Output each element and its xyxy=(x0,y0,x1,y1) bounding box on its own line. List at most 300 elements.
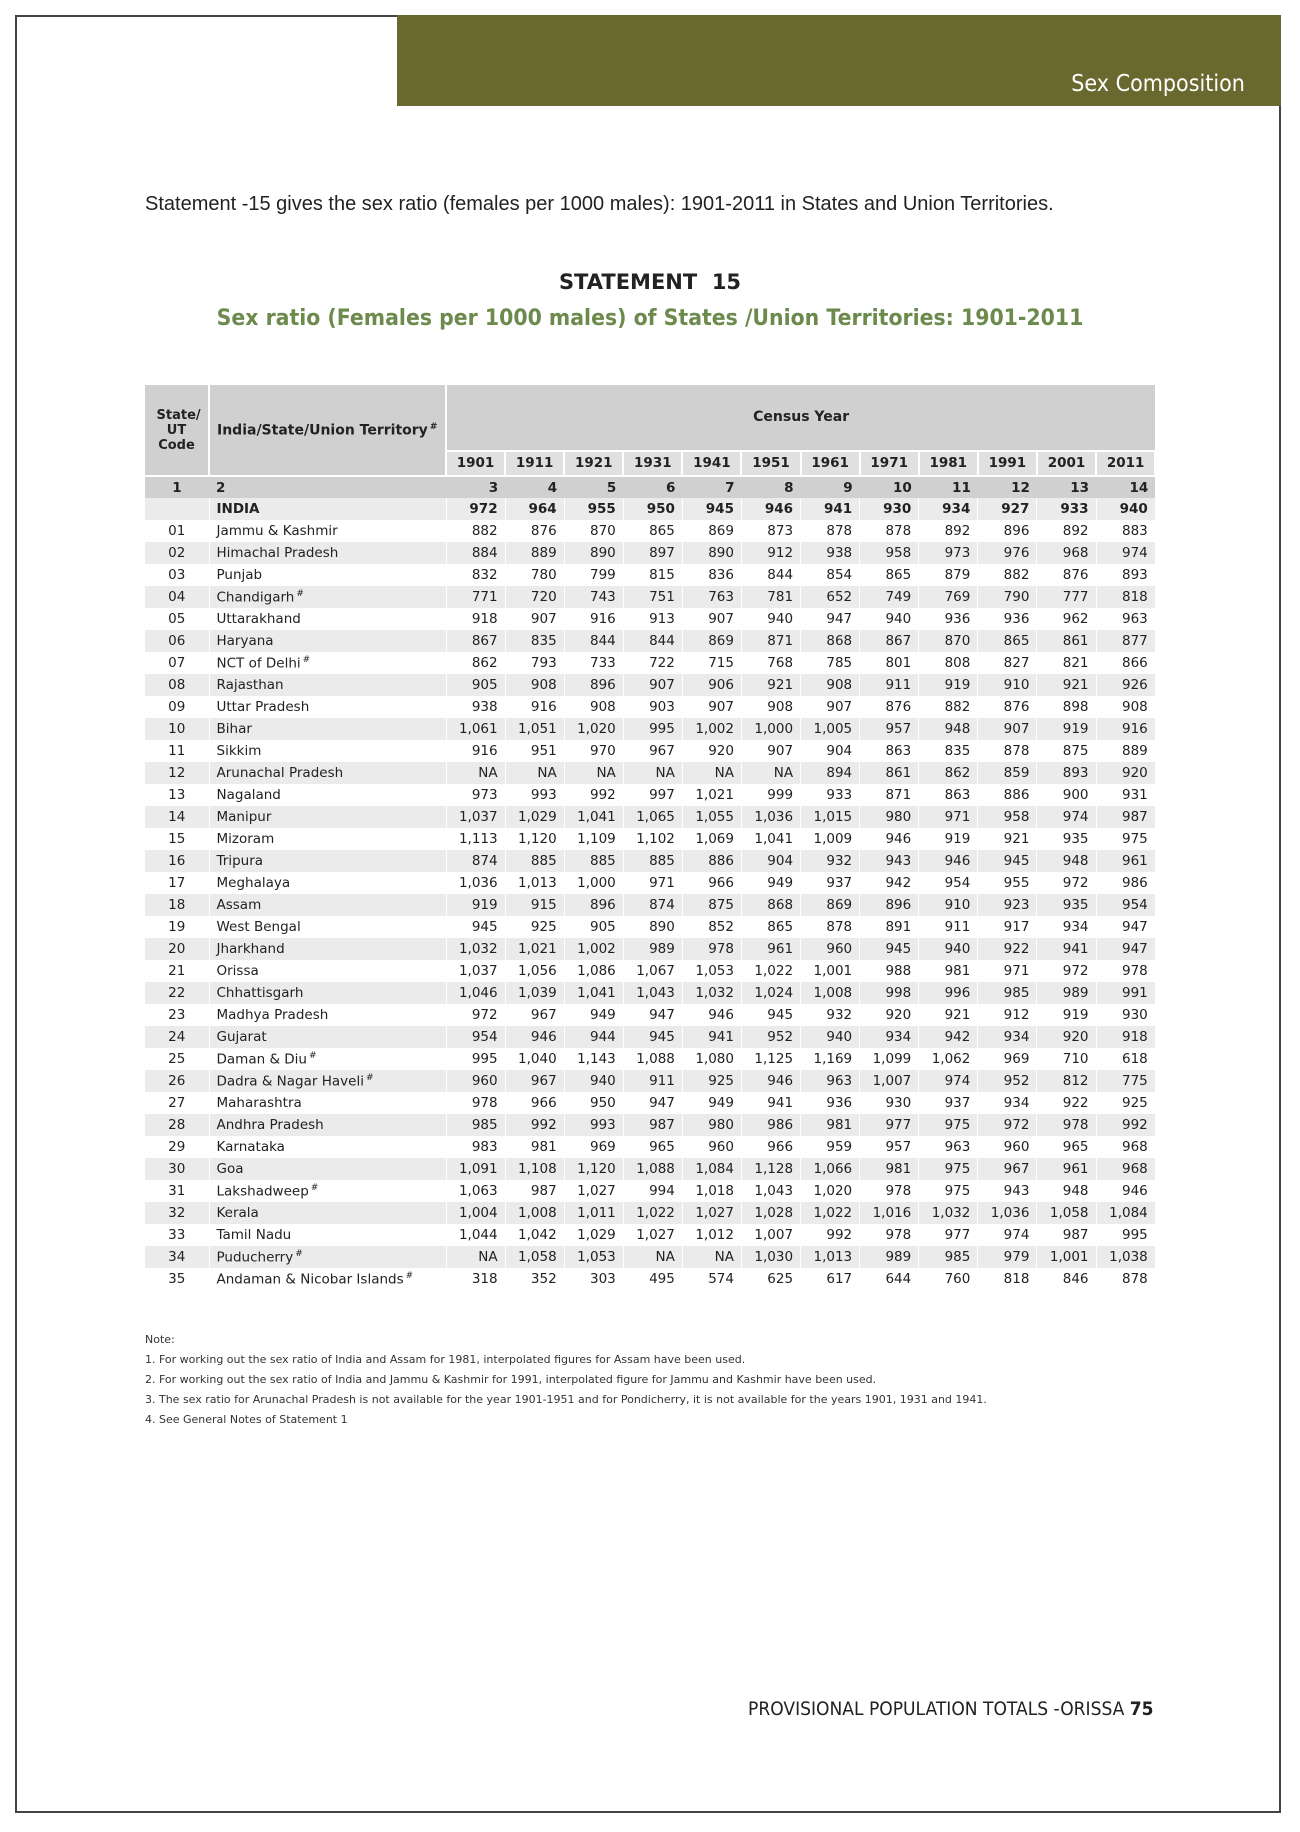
sex-ratio-cell: 1,040 xyxy=(505,1048,564,1070)
state-name xyxy=(209,806,446,828)
sex-ratio-cell: 1,091 xyxy=(446,1158,505,1180)
state-code: 18 xyxy=(145,894,209,916)
sex-ratio-cell: 941 xyxy=(1037,938,1096,960)
sex-ratio-cell: 906 xyxy=(682,674,741,696)
state-name xyxy=(209,586,446,608)
sex-ratio-cell: 933 xyxy=(801,784,860,806)
sex-ratio-cell: 995 xyxy=(1096,1224,1155,1246)
table-row xyxy=(145,1136,1155,1158)
header-state-code xyxy=(145,385,209,476)
sex-ratio-cell: 859 xyxy=(978,762,1037,784)
state-name-label: NCT of Delhi xyxy=(216,655,301,672)
sex-ratio-cell: 715 xyxy=(682,652,741,674)
sex-ratio-cell: 965 xyxy=(1037,1136,1096,1158)
sex-ratio-cell: 1,011 xyxy=(564,1202,623,1224)
sex-ratio-cell: 760 xyxy=(919,1268,978,1290)
sex-ratio-cell: 940 xyxy=(564,1070,623,1092)
sex-ratio-cell: 878 xyxy=(978,740,1037,762)
sex-ratio-cell: 958 xyxy=(978,806,1037,828)
state-name xyxy=(209,696,446,718)
state-name-label: Jammu & Kashmir xyxy=(216,523,338,539)
sex-ratio-cell: 941 xyxy=(741,1092,800,1114)
sex-ratio-cell: 1,036 xyxy=(446,872,505,894)
year-header: 1981 xyxy=(919,451,978,476)
sex-ratio-cell: 1,027 xyxy=(682,1202,741,1224)
state-name xyxy=(209,1136,446,1158)
sex-ratio-cell: 868 xyxy=(741,894,800,916)
sex-ratio-cell: 875 xyxy=(682,894,741,916)
sex-ratio-cell: 992 xyxy=(505,1114,564,1136)
sex-ratio-cell: 933 xyxy=(1037,498,1096,520)
sex-ratio-cell: 934 xyxy=(860,1026,919,1048)
state-code: 22 xyxy=(145,982,209,1004)
sex-ratio-cell: 891 xyxy=(860,916,919,938)
sex-ratio-cell: 905 xyxy=(446,674,505,696)
sex-ratio-cell: 886 xyxy=(978,784,1037,806)
table-row xyxy=(145,850,1155,872)
sex-ratio-cell: 993 xyxy=(505,784,564,806)
sex-ratio-cell: 1,002 xyxy=(682,718,741,740)
table-row xyxy=(145,916,1155,938)
sex-ratio-cell: 918 xyxy=(446,608,505,630)
sex-ratio-cell: 944 xyxy=(564,1026,623,1048)
sex-ratio-cell: 922 xyxy=(1037,1092,1096,1114)
table-row xyxy=(145,674,1155,696)
sex-ratio-cell: 617 xyxy=(801,1268,860,1290)
sex-ratio-cell: 1,009 xyxy=(801,828,860,850)
sex-ratio-cell: 1,005 xyxy=(801,718,860,740)
column-index: 11 xyxy=(919,476,978,498)
sex-ratio-cell: 974 xyxy=(1037,806,1096,828)
sex-ratio-cell: 903 xyxy=(623,696,682,718)
sex-ratio-cell: 865 xyxy=(741,916,800,938)
sex-ratio-cell: 907 xyxy=(978,718,1037,740)
state-name xyxy=(209,1202,446,1224)
sex-ratio-cell: 1,065 xyxy=(623,806,682,828)
sex-ratio-cell: 941 xyxy=(801,498,860,520)
state-name xyxy=(209,1004,446,1026)
sex-ratio-cell: 960 xyxy=(801,938,860,960)
sex-ratio-cell: 868 xyxy=(801,630,860,652)
sex-ratio-cell: 710 xyxy=(1037,1048,1096,1070)
sex-ratio-cell: 876 xyxy=(1037,564,1096,586)
sex-ratio-cell: 921 xyxy=(978,828,1037,850)
state-name-label: Sikkim xyxy=(216,743,262,759)
sex-ratio-cell: 946 xyxy=(919,850,978,872)
sex-ratio-cell: 866 xyxy=(1096,652,1155,674)
sex-ratio-cell: 900 xyxy=(1037,784,1096,806)
sex-ratio-cell: 896 xyxy=(564,894,623,916)
sex-ratio-cell: 790 xyxy=(978,586,1037,608)
sex-ratio-cell: 1,102 xyxy=(623,828,682,850)
year-header: 1921 xyxy=(564,451,623,476)
sex-ratio-cell: 1,113 xyxy=(446,828,505,850)
sex-ratio-cell: 955 xyxy=(978,872,1037,894)
sex-ratio-cell: 1,024 xyxy=(741,982,800,1004)
sex-ratio-cell: 861 xyxy=(1037,630,1096,652)
state-code xyxy=(145,498,209,520)
sex-ratio-cell: 974 xyxy=(1096,542,1155,564)
table-row xyxy=(145,1004,1155,1026)
sex-ratio-cell: 1,109 xyxy=(564,828,623,850)
sex-ratio-cell: 907 xyxy=(623,674,682,696)
state-name xyxy=(209,872,446,894)
state-code: 16 xyxy=(145,850,209,872)
sex-ratio-cell: 912 xyxy=(741,542,800,564)
sex-ratio-cell: 1,022 xyxy=(741,960,800,982)
sex-ratio-cell: 890 xyxy=(623,916,682,938)
sex-ratio-cell: 870 xyxy=(564,520,623,542)
state-name-label: Bihar xyxy=(216,721,252,737)
note-item: 3. The sex ratio for Arunachal Pradesh is not available for the year 1901-1951 and for Pondicherry, it is not available for the years 1901, 1931 and 1941. xyxy=(145,1393,987,1406)
sex-ratio-cell: 943 xyxy=(860,850,919,872)
sex-ratio-cell: 963 xyxy=(919,1136,978,1158)
sex-ratio-cell: NA xyxy=(623,1246,682,1268)
table-row xyxy=(145,872,1155,894)
note-item: 4. See General Notes of Statement 1 xyxy=(145,1413,348,1426)
sex-ratio-cell: 998 xyxy=(860,982,919,1004)
sex-ratio-cell: 989 xyxy=(1037,982,1096,1004)
sex-ratio-cell: 938 xyxy=(801,542,860,564)
sex-ratio-cell: 907 xyxy=(682,608,741,630)
year-header: 1931 xyxy=(623,451,682,476)
sex-ratio-cell: 930 xyxy=(1096,1004,1155,1026)
state-code: 31 xyxy=(145,1180,209,1202)
table-row xyxy=(145,1180,1155,1202)
note-item: 2. For working out the sex ratio of India and Jammu & Kashmir for 1991, interpolated figure for Jammu and Kashmir have been used. xyxy=(145,1373,877,1386)
state-name-label: Mizoram xyxy=(216,831,275,847)
sex-ratio-cell: 1,018 xyxy=(682,1180,741,1202)
state-name-label: Puducherry xyxy=(216,1249,294,1266)
state-name xyxy=(209,1026,446,1048)
sex-ratio-cell: 495 xyxy=(623,1268,682,1290)
sex-ratio-cell: 932 xyxy=(801,850,860,872)
state-name xyxy=(209,916,446,938)
sex-ratio-cell: 949 xyxy=(741,872,800,894)
sex-ratio-cell: 652 xyxy=(801,586,860,608)
sex-ratio-cell: 890 xyxy=(564,542,623,564)
sex-ratio-cell: 971 xyxy=(978,960,1037,982)
sex-ratio-cell: 960 xyxy=(446,1070,505,1092)
sex-ratio-cell: 992 xyxy=(801,1224,860,1246)
state-name-label: Lakshadweep xyxy=(216,1183,309,1200)
state-name xyxy=(209,608,446,630)
sex-ratio-cell: 908 xyxy=(1096,696,1155,718)
sex-ratio-cell: 945 xyxy=(446,916,505,938)
sex-ratio-cell: 950 xyxy=(564,1092,623,1114)
state-name xyxy=(209,718,446,740)
sex-ratio-cell: 935 xyxy=(1037,894,1096,916)
sex-ratio-cell: 818 xyxy=(978,1268,1037,1290)
sex-ratio-cell: 919 xyxy=(919,828,978,850)
sex-ratio-cell: 1,143 xyxy=(564,1048,623,1070)
sex-ratio-cell: 981 xyxy=(919,960,978,982)
sex-ratio-cell: 972 xyxy=(978,1114,1037,1136)
state-name xyxy=(209,960,446,982)
sex-ratio-cell: 885 xyxy=(623,850,682,872)
column-index: 3 xyxy=(446,476,505,498)
sex-ratio-cell: 1,088 xyxy=(623,1158,682,1180)
state-code: 33 xyxy=(145,1224,209,1246)
sex-ratio-cell: 936 xyxy=(978,608,1037,630)
sex-ratio-cell: 918 xyxy=(1096,1026,1155,1048)
state-name xyxy=(209,1070,446,1092)
sex-ratio-cell: 972 xyxy=(446,498,505,520)
year-header: 1971 xyxy=(860,451,919,476)
table-row xyxy=(145,630,1155,652)
table-row xyxy=(145,520,1155,542)
sex-ratio-cell: 989 xyxy=(860,1246,919,1268)
sex-ratio-cell: 1,000 xyxy=(564,872,623,894)
sex-ratio-cell: 975 xyxy=(919,1114,978,1136)
sex-ratio-cell: 1,027 xyxy=(623,1224,682,1246)
sex-ratio-cell: 972 xyxy=(446,1004,505,1026)
state-name-mark: # xyxy=(365,1072,374,1083)
state-code: 23 xyxy=(145,1004,209,1026)
header-state-code-label: State/ UT Code xyxy=(156,407,201,453)
sex-ratio-cell: 1,125 xyxy=(741,1048,800,1070)
sex-ratio-cell: 898 xyxy=(1037,696,1096,718)
state-name-label: Arunachal Pradesh xyxy=(216,765,344,781)
sex-ratio-cell: 921 xyxy=(1037,674,1096,696)
sex-ratio-cell: 1,169 xyxy=(801,1048,860,1070)
sex-ratio-cell: 832 xyxy=(446,564,505,586)
sex-ratio-cell: 945 xyxy=(860,938,919,960)
state-name xyxy=(209,1158,446,1180)
sex-ratio-cell: 1,021 xyxy=(505,938,564,960)
sex-ratio-cell: 844 xyxy=(564,630,623,652)
sex-ratio-cell: 892 xyxy=(919,520,978,542)
sex-ratio-cell: 946 xyxy=(741,498,800,520)
sex-ratio-cell: 991 xyxy=(1096,982,1155,1004)
sex-ratio-cell: 1,041 xyxy=(741,828,800,850)
state-code: 13 xyxy=(145,784,209,806)
sex-ratio-cell: 1,056 xyxy=(505,960,564,982)
sex-ratio-cell: 921 xyxy=(741,674,800,696)
sex-ratio-cell: 978 xyxy=(1096,960,1155,982)
sex-ratio-cell: 999 xyxy=(741,784,800,806)
column-index: 14 xyxy=(1096,476,1155,498)
state-name-label: Maharashtra xyxy=(216,1095,302,1111)
column-index: 13 xyxy=(1037,476,1096,498)
sex-ratio-cell: 1,021 xyxy=(682,784,741,806)
sex-ratio-cell: 978 xyxy=(682,938,741,960)
sex-ratio-cell: 943 xyxy=(978,1180,1037,1202)
sex-ratio-cell: 751 xyxy=(623,586,682,608)
sex-ratio-cell: 987 xyxy=(1037,1224,1096,1246)
sex-ratio-cell: 907 xyxy=(801,696,860,718)
state-name-label: Tripura xyxy=(216,853,264,869)
sex-ratio-cell: 1,001 xyxy=(801,960,860,982)
sex-ratio-cell: 949 xyxy=(564,1004,623,1026)
sex-ratio-cell: 1,120 xyxy=(505,828,564,850)
table-row xyxy=(145,960,1155,982)
sex-ratio-cell: 771 xyxy=(446,586,505,608)
table-row xyxy=(145,1026,1155,1048)
sex-ratio-cell: 960 xyxy=(682,1136,741,1158)
sex-ratio-cell: 1,029 xyxy=(564,1224,623,1246)
sex-ratio-cell: 867 xyxy=(446,630,505,652)
sex-ratio-cell: 985 xyxy=(446,1114,505,1136)
state-name-label: West Bengal xyxy=(216,919,301,935)
sex-ratio-cell: 934 xyxy=(978,1026,1037,1048)
sex-ratio-cell: 876 xyxy=(505,520,564,542)
sex-ratio-cell: 889 xyxy=(1096,740,1155,762)
state-name xyxy=(209,1114,446,1136)
sex-ratio-cell: 938 xyxy=(446,696,505,718)
sex-ratio-cell: NA xyxy=(446,1246,505,1268)
notes xyxy=(145,1330,987,1430)
sex-ratio-cell: 1,013 xyxy=(505,872,564,894)
table-row xyxy=(145,1048,1155,1070)
year-header: 2001 xyxy=(1037,451,1096,476)
footer-title: PROVISIONAL POPULATION TOTALS -ORISSA xyxy=(748,1698,1125,1720)
sex-ratio-cell: 1,000 xyxy=(741,718,800,740)
sex-ratio-cell: 934 xyxy=(978,1092,1037,1114)
sex-ratio-cell: 836 xyxy=(682,564,741,586)
sex-ratio-cell: 997 xyxy=(623,784,682,806)
sex-ratio-cell: 935 xyxy=(1037,828,1096,850)
state-name xyxy=(209,564,446,586)
sex-ratio-cell: 878 xyxy=(801,916,860,938)
sex-ratio-cell: 1,086 xyxy=(564,960,623,982)
sex-ratio-cell: 946 xyxy=(505,1026,564,1048)
sex-ratio-cell: 768 xyxy=(741,652,800,674)
sex-ratio-cell: 966 xyxy=(741,1136,800,1158)
sex-ratio-cell: 910 xyxy=(919,894,978,916)
state-name xyxy=(209,498,446,520)
sex-ratio-cell: 1,041 xyxy=(564,982,623,1004)
sex-ratio-cell: 846 xyxy=(1037,1268,1096,1290)
sex-ratio-table xyxy=(145,385,1156,1290)
sex-ratio-cell: 973 xyxy=(446,784,505,806)
sex-ratio-cell: 948 xyxy=(919,718,978,740)
sex-ratio-cell: 970 xyxy=(564,740,623,762)
state-name xyxy=(209,784,446,806)
state-code: 12 xyxy=(145,762,209,784)
sex-ratio-cell: 869 xyxy=(682,520,741,542)
sex-ratio-cell: 965 xyxy=(623,1136,682,1158)
sex-ratio-cell: 975 xyxy=(919,1180,978,1202)
sex-ratio-cell: 993 xyxy=(564,1114,623,1136)
sex-ratio-cell: 876 xyxy=(978,696,1037,718)
sex-ratio-cell: 644 xyxy=(860,1268,919,1290)
sex-ratio-cell: 865 xyxy=(623,520,682,542)
sex-ratio-cell: 904 xyxy=(741,850,800,872)
state-name-label: Nagaland xyxy=(216,787,281,803)
sex-ratio-cell: 961 xyxy=(1037,1158,1096,1180)
year-header: 1901 xyxy=(446,451,505,476)
sex-ratio-cell: 1,042 xyxy=(505,1224,564,1246)
state-name xyxy=(209,740,446,762)
sex-ratio-cell: 919 xyxy=(446,894,505,916)
sex-ratio-cell: 966 xyxy=(505,1092,564,1114)
note-item: 1. For working out the sex ratio of India and Assam for 1981, interpolated figures for Assam have been used. xyxy=(145,1353,746,1366)
sex-ratio-cell: 1,058 xyxy=(1037,1202,1096,1224)
sex-ratio-cell: 916 xyxy=(505,696,564,718)
sex-ratio-cell: 919 xyxy=(919,674,978,696)
sex-ratio-cell: 722 xyxy=(623,652,682,674)
sex-ratio-cell: 821 xyxy=(1037,652,1096,674)
sex-ratio-cell: 1,058 xyxy=(505,1246,564,1268)
sex-ratio-cell: 920 xyxy=(682,740,741,762)
sex-ratio-cell: 946 xyxy=(682,1004,741,1026)
sex-ratio-cell: 352 xyxy=(505,1268,564,1290)
section-title: Sex Composition xyxy=(1071,71,1245,97)
sex-ratio-cell: 815 xyxy=(623,564,682,586)
state-code: 15 xyxy=(145,828,209,850)
state-name xyxy=(209,850,446,872)
sex-ratio-cell: 835 xyxy=(505,630,564,652)
sex-ratio-cell: 896 xyxy=(978,520,1037,542)
sex-ratio-cell: 863 xyxy=(860,740,919,762)
sex-ratio-cell: 954 xyxy=(446,1026,505,1048)
state-name xyxy=(209,520,446,542)
sex-ratio-cell: 893 xyxy=(1096,564,1155,586)
sex-ratio-cell: 995 xyxy=(446,1048,505,1070)
state-name xyxy=(209,1048,446,1070)
sex-ratio-cell: 869 xyxy=(801,894,860,916)
table-row xyxy=(145,938,1155,960)
table-row xyxy=(145,1092,1155,1114)
state-name-label: Tamil Nadu xyxy=(216,1227,292,1243)
table-row xyxy=(145,982,1155,1004)
state-code: 34 xyxy=(145,1246,209,1268)
sex-ratio-cell: 948 xyxy=(1037,1180,1096,1202)
sex-ratio-cell: 871 xyxy=(741,630,800,652)
state-name-label: Himachal Pradesh xyxy=(216,545,339,561)
sex-ratio-cell: 318 xyxy=(446,1268,505,1290)
sex-ratio-cell: 985 xyxy=(919,1246,978,1268)
sex-ratio-cell: NA xyxy=(682,762,741,784)
sex-ratio-cell: 946 xyxy=(741,1070,800,1092)
sex-ratio-cell: 889 xyxy=(505,542,564,564)
sex-ratio-cell: 862 xyxy=(446,652,505,674)
column-index: 7 xyxy=(682,476,741,498)
sex-ratio-cell: 947 xyxy=(801,608,860,630)
sex-ratio-cell: 925 xyxy=(505,916,564,938)
sex-ratio-cell: 996 xyxy=(919,982,978,1004)
sex-ratio-cell: 936 xyxy=(919,608,978,630)
sex-ratio-cell: 911 xyxy=(860,674,919,696)
sex-ratio-cell: 1,099 xyxy=(860,1048,919,1070)
sex-ratio-cell: 968 xyxy=(1037,542,1096,564)
state-name-label: Assam xyxy=(216,897,262,913)
sex-ratio-cell: 870 xyxy=(919,630,978,652)
sex-ratio-cell: 981 xyxy=(801,1114,860,1136)
intro-text: Statement -15 gives the sex ratio (females per 1000 males): 1901-2011 in States and Union Territories. xyxy=(145,193,1054,215)
sex-ratio-cell: 878 xyxy=(1096,1268,1155,1290)
sex-ratio-cell: 940 xyxy=(1096,498,1155,520)
page-number: 75 xyxy=(1130,1698,1154,1720)
sex-ratio-cell: 963 xyxy=(801,1070,860,1092)
state-name-label: Haryana xyxy=(216,633,274,649)
sex-ratio-cell: 978 xyxy=(860,1224,919,1246)
year-header: 1961 xyxy=(801,451,860,476)
sex-ratio-cell: 908 xyxy=(801,674,860,696)
sex-ratio-cell: 947 xyxy=(623,1092,682,1114)
sex-ratio-cell: 908 xyxy=(741,696,800,718)
table-row xyxy=(145,564,1155,586)
state-name-mark: # xyxy=(296,588,304,599)
sex-ratio-cell: 937 xyxy=(919,1092,978,1114)
state-name-label: Goa xyxy=(216,1161,244,1177)
sex-ratio-cell: 992 xyxy=(564,784,623,806)
sex-ratio-cell: 1,036 xyxy=(741,806,800,828)
sex-ratio-cell: 1,020 xyxy=(801,1180,860,1202)
sex-ratio-cell: 808 xyxy=(919,652,978,674)
sex-ratio-cell: 945 xyxy=(682,498,741,520)
